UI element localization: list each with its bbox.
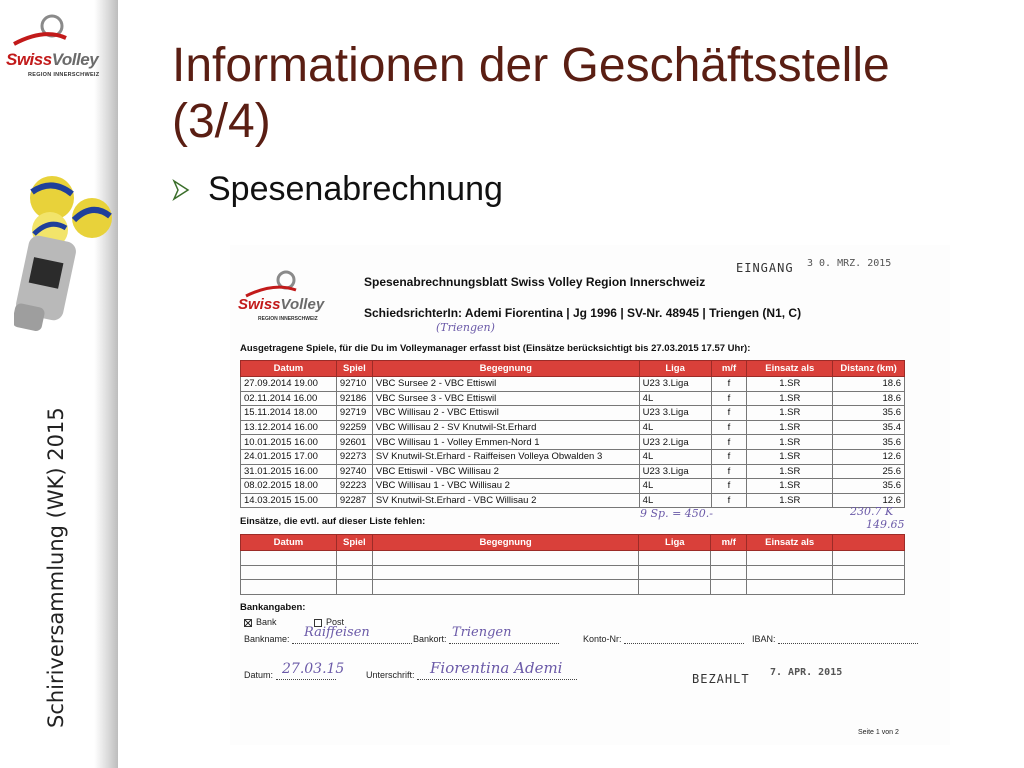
stamp-eingang: EINGANG bbox=[736, 261, 794, 275]
stamp-eingang-date: 3 0. MRZ. 2015 bbox=[807, 258, 892, 269]
handwritten-sum-left: 9 Sp. = 450.- bbox=[640, 507, 713, 520]
logo-region: REGION INNERSCHWEIZ bbox=[28, 72, 100, 78]
table-row bbox=[241, 580, 905, 595]
col-datum: Datum bbox=[241, 361, 337, 377]
missing-caption: Einsätze, die evtl. auf dieser Liste fehlen: bbox=[240, 516, 426, 527]
slide-title: Informationen der Geschäftsstelle (3/4) bbox=[172, 39, 890, 148]
missing-table-header: Datum Spiel Begegnung Liga m/f Einsatz als bbox=[241, 535, 905, 551]
col-spiel: Spiel bbox=[336, 361, 372, 377]
bank-caption: Bankangaben: bbox=[240, 602, 306, 613]
bullet-arrow-icon bbox=[172, 179, 190, 201]
table-row: 14.03.2015 15.00 92287 SV Knutwil-St.Erhard - VBC Willisau 2 4L f 1.SR 12.6 bbox=[241, 493, 905, 508]
event-name-vertical: Schiriversammlung (WK) 2015 bbox=[44, 407, 68, 728]
post-option: Post bbox=[314, 617, 344, 627]
col-begegnung: Begegnung bbox=[372, 361, 639, 377]
expense-form-scan bbox=[230, 245, 950, 745]
stamp-bezahlt: BEZAHLT bbox=[692, 672, 750, 686]
form-swissvolley-logo: SwissVolley REGION INNERSCHWEIZ bbox=[236, 270, 346, 320]
iban-field: IBAN: bbox=[752, 634, 918, 644]
signature: Fiorentina Ademi bbox=[430, 659, 563, 677]
bankort-field: Bankort: bbox=[413, 634, 559, 644]
page-footer: Seite 1 von 2 bbox=[858, 729, 899, 736]
datum-field: Datum: bbox=[244, 670, 336, 680]
sidebar bbox=[0, 0, 118, 768]
table-row: 10.01.2015 16.00 92601 VBC Willisau 1 - Volley Emmen-Nord 1 U23 2.Liga f 1.SR 35.6 bbox=[241, 435, 905, 450]
bank-option: Bank bbox=[244, 617, 277, 627]
handwritten-note: (Triengen) bbox=[436, 321, 495, 334]
col-distanz: Distanz (km) bbox=[833, 361, 905, 377]
unterschrift-field: Unterschrift: bbox=[366, 670, 577, 680]
table-row: 31.01.2015 16.00 92740 VBC Ettiswil - VBC Willisau 2 U23 3.Liga f 1.SR 25.6 bbox=[241, 464, 905, 479]
bullet-text: Spesenabrechnung bbox=[208, 170, 503, 208]
table-row bbox=[241, 565, 905, 580]
table-row bbox=[241, 551, 905, 566]
datum-value: 27.03.15 bbox=[282, 661, 345, 677]
games-table-header bbox=[241, 361, 905, 377]
stamp-bezahlt-date: 7. APR. 2015 bbox=[770, 667, 843, 678]
handwritten-sum-right-1: 230.7 K bbox=[850, 505, 894, 518]
col-mf: m/f bbox=[711, 361, 747, 377]
table-row: 15.11.2014 18.00 92719 VBC Willisau 2 - VBC Ettiswil U23 3.Liga f 1.SR 35.6 bbox=[241, 406, 905, 421]
bank-checkbox-checked bbox=[244, 619, 252, 627]
table-row: 08.02.2015 18.00 92223 VBC Willisau 1 - VBC Willisau 2 4L f 1.SR 35.6 bbox=[241, 479, 905, 494]
volleyball-swoosh-icon bbox=[4, 10, 114, 55]
table-row: 27.09.2014 19.00 92710 VBC Sursee 2 - VBC Ettiswil U23 3.Liga f 1.SR 18.6 bbox=[241, 377, 905, 392]
bankort-value: Triengen bbox=[452, 625, 512, 640]
missing-games-table bbox=[240, 534, 905, 595]
table-row: 02.11.2014 16.00 92186 VBC Sursee 3 - VBC Ettiswil 4L f 1.SR 18.6 bbox=[241, 391, 905, 406]
form-heading: Spesenabrechnungsblatt Swiss Volley Region Innerschweiz bbox=[364, 275, 706, 289]
col-einsatz: Einsatz als bbox=[747, 361, 833, 377]
swissvolley-logo: SwissVolley REGION INNERSCHWEIZ bbox=[4, 10, 114, 76]
table-row: 13.12.2014 16.00 92259 VBC Willisau 2 - SV Knutwil-St.Erhard 4L f 1.SR 35.4 bbox=[241, 420, 905, 435]
games-caption: Ausgetragene Spiele, für die Du im Volleymanager erfasst bist (Einsätze berücksichtigt bis 27.03.2015 17.57 Uhr): bbox=[240, 343, 751, 354]
col-liga: Liga bbox=[639, 361, 711, 377]
bankname-value: Raiffeisen bbox=[304, 625, 370, 640]
bullet-item bbox=[172, 170, 503, 209]
handwritten-sum-right-2: 149.65 bbox=[866, 518, 905, 531]
bankname-field: Bankname: bbox=[244, 634, 412, 644]
konto-field: Konto-Nr: bbox=[583, 634, 744, 644]
table-row: 24.01.2015 17.00 92273 SV Knutwil-St.Erhard - Raiffeisen Volleya Obwalden 3 4L f 1.SR 12.6 bbox=[241, 449, 905, 464]
games-table bbox=[240, 360, 905, 508]
volleyballs-whistle-image bbox=[14, 168, 118, 348]
referee-line: SchiedsrichterIn: Ademi Fiorentina | Jg 1996 | SV-Nr. 48945 | Triengen (N1, C) bbox=[364, 306, 802, 320]
